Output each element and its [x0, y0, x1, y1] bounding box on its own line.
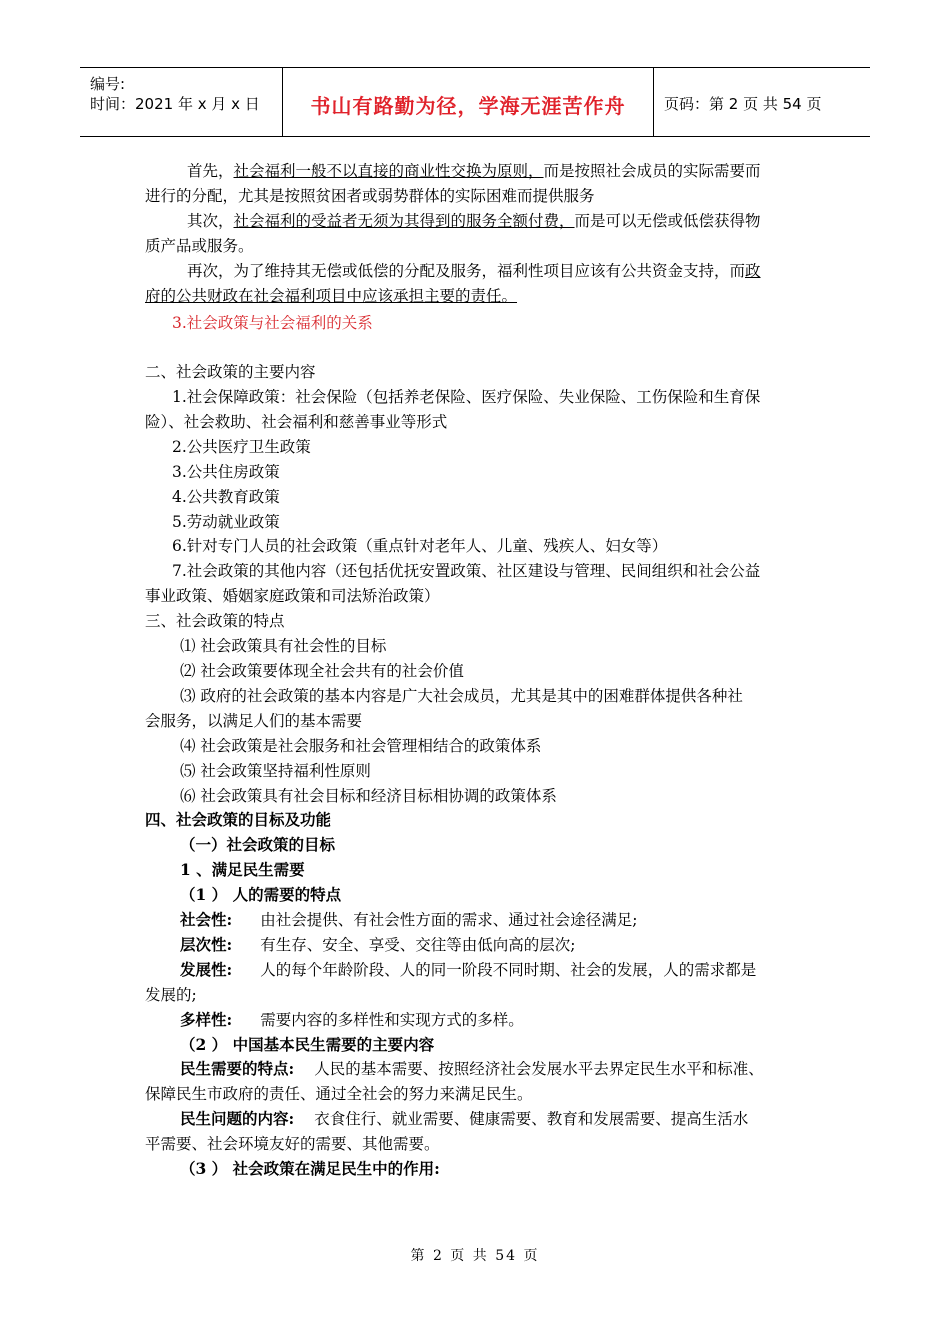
term-row: [180, 1059, 764, 1079]
list-item: ⑸ 社会政策坚持福利性原则: [180, 762, 371, 780]
underlined-third: 府的公共财政在社会福利项目中应该承担主要的责任。: [145, 287, 518, 305]
list-item-cont: 会服务，以满足人们的基本需要: [145, 712, 363, 730]
header-right-cell: [654, 68, 870, 136]
section-title-4: 四、社会政策的目标及功能: [145, 810, 332, 829]
paragraph-first-cont: 进行的分配，尤其是按照贫困者或弱势群体的实际困难而提供服务: [145, 187, 595, 205]
section-title-3: 三、社会政策的特点: [145, 612, 285, 630]
list-item-cont: 险）、社会救助、社会福利和慈善事业等形式: [145, 413, 448, 431]
list-item: 6.针对专门人员的社会政策（重点针对老年人、儿童、残疾人、妇女等）: [172, 537, 668, 555]
term-row: [180, 1010, 524, 1030]
paragraph-first: [187, 161, 761, 181]
term-text: 衣食住行、就业需要、健康需要、教育和发展需要、提高生活水: [314, 1110, 749, 1128]
term-label: 社会性:: [180, 910, 233, 929]
paragraph-second: [187, 211, 761, 231]
page-footer: 第 2 页 共 54 页: [410, 1248, 540, 1264]
header-motto: 书山有路勤为径，学海无涯苦作舟: [310, 94, 626, 118]
underlined-second: 社会福利的受益者无须为其得到的服务全额付费，: [233, 212, 575, 230]
term-label: 民生需要的特点:: [180, 1059, 295, 1078]
list-item: ⑶ 政府的社会政策的基本内容是广大社会成员，尤其是其中的困难群体提供各种社: [180, 687, 743, 705]
term-text: 需要内容的多样性和实现方式的多样。: [260, 1011, 524, 1029]
text-first-rest: 而是按照社会成员的实际需要而: [543, 162, 761, 180]
numbered-heading: （2 ） 中国基本民生需要的主要内容: [180, 1035, 435, 1054]
term-text: 有生存、安全、享受、交往等由低向高的层次;: [260, 936, 576, 954]
list-item: 4.公共教育政策: [172, 488, 280, 506]
list-item: ⑵ 社会政策要体现全社会共有的社会价值: [180, 662, 464, 680]
term-row: [180, 910, 637, 930]
list-item: 5.劳动就业政策: [172, 513, 280, 531]
term-text-cont: 保障民生市政府的责任、通过全社会的努力来满足民生。: [145, 1085, 533, 1103]
term-label: 多样性:: [180, 1010, 233, 1029]
text-second-rest: 而是可以无偿或低偿获得物: [574, 212, 761, 230]
numbered-heading: （3 ） 社会政策在满足民生中的作用:: [180, 1159, 440, 1178]
header-page-number: 页码：第 2 页 共 54 页: [664, 95, 822, 113]
subsection-title: （一）社会政策的目标: [180, 835, 336, 854]
list-item: ⑷ 社会政策是社会服务和社会管理相结合的政策体系: [180, 737, 542, 755]
paragraph-third: [187, 261, 761, 281]
numbered-heading: （1 ） 人的需要的特点: [180, 885, 342, 904]
term-text: 人民的基本需要、按照经济社会发展水平去界定民生水平和标准、: [314, 1060, 764, 1078]
underlined-third-start: 政: [745, 262, 761, 280]
subsection-item: 1 、满足民生需要: [180, 860, 305, 879]
term-text-cont: 平需要、社会环境友好的需要、其他需要。: [145, 1135, 440, 1153]
document-date: 时间：2021 年 x 月 x 日: [90, 95, 260, 113]
term-label: 发展性:: [180, 960, 233, 979]
underlined-first: 社会福利一般不以直接的商业性交换为原则，: [233, 162, 544, 180]
list-item-cont: 事业政策、婚姻家庭政策和司法矫治政策）: [145, 587, 440, 605]
text-third-lead: 再次，为了维持其无偿或低偿的分配及服务，福利性项目应该有公共资金支持，而: [187, 262, 746, 280]
list-item: 1.社会保障政策：社会保险（包括养老保险、医疗保险、失业保险、工伤保险和生育保: [172, 388, 761, 406]
list-item: 3.公共住房政策: [172, 463, 280, 481]
document-number-label: 编号:: [90, 75, 126, 93]
term-label: 层次性:: [180, 935, 233, 954]
list-item: ⑹ 社会政策具有社会目标和经济目标相协调的政策体系: [180, 787, 557, 805]
section-title-2: 二、社会政策的主要内容: [145, 363, 316, 381]
term-text: 由社会提供、有社会性方面的需求、通过社会途径满足;: [260, 911, 638, 929]
paragraph-second-cont: 质产品或服务。: [145, 237, 254, 255]
list-item: 2.公共医疗卫生政策: [172, 438, 311, 456]
term-text: 人的每个年龄阶段、人的同一阶段不同时期、社会的发展，人的需求都是: [260, 961, 757, 979]
term-text-cont: 发展的;: [145, 986, 197, 1004]
red-subheading: 3.社会政策与社会福利的关系: [172, 314, 373, 332]
list-item: ⑴ 社会政策具有社会性的目标: [180, 637, 387, 655]
text-second-lead: 其次，: [187, 212, 234, 230]
term-row: [180, 935, 575, 955]
page-header: [80, 67, 870, 137]
term-row: [180, 960, 756, 980]
header-left-cell: [80, 68, 283, 136]
term-row: [180, 1109, 748, 1129]
term-label: 民生问题的内容:: [180, 1109, 295, 1128]
list-item: 7.社会政策的其他内容（还包括优抚安置政策、社区建设与管理、民间组织和社会公益: [172, 562, 761, 580]
header-motto-cell: [283, 68, 654, 136]
text-first-lead: 首先，: [187, 162, 234, 180]
